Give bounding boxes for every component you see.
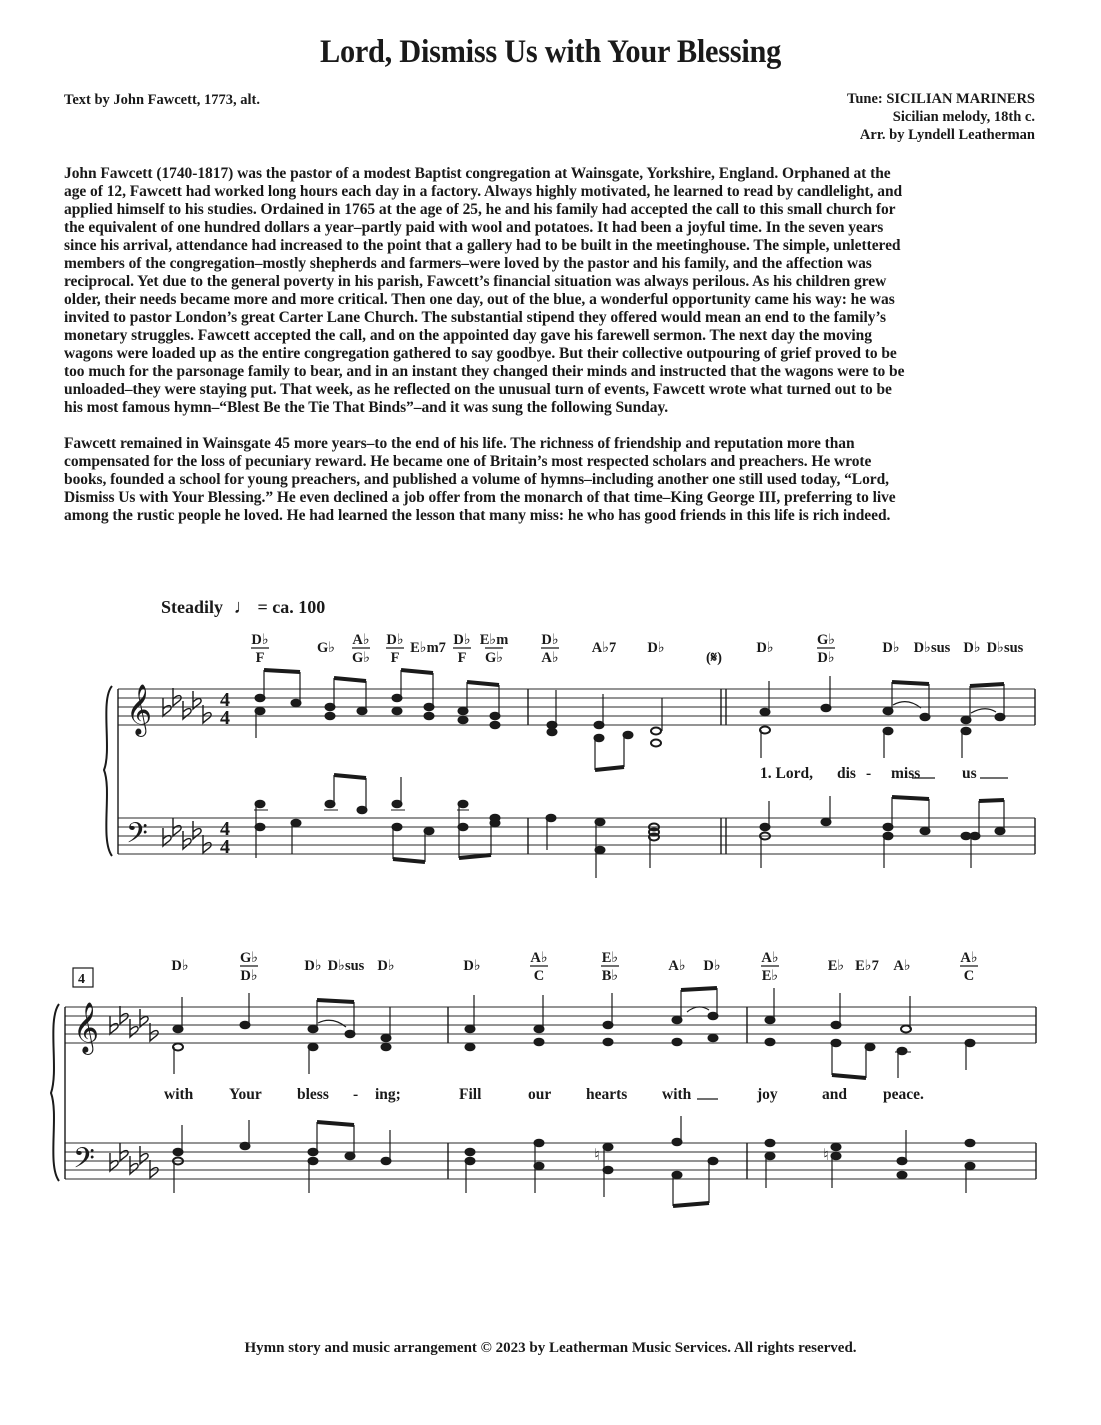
chord-symbol — [377, 958, 394, 974]
chord-symbol — [240, 950, 258, 984]
melody-origin: Sicilian melody, 18th c. — [892, 109, 1035, 125]
svg-text:A♭: A♭ — [352, 632, 370, 648]
svg-text:D♭sus: D♭sus — [913, 640, 951, 656]
svg-text:G♭: G♭ — [484, 650, 504, 666]
lyric-syllable: with — [164, 1086, 194, 1103]
story-line: reciprocal. Yet due to the general poverty in his parish, Fawcett’s financial situation was always perilous. As his children grew — [64, 273, 887, 290]
svg-text:D♭sus: D♭sus — [327, 958, 365, 974]
svg-text:E♭m7: E♭m7 — [410, 640, 446, 656]
hymn-title: Lord, Dismiss Us with Your Blessing — [319, 34, 782, 70]
chord-symbols-system-1 — [251, 632, 1024, 666]
story-line: wagons were loaded up as the entire congregation gathered to say goodbye. But their collective outpouring of grief proved to be — [64, 345, 897, 362]
chord-symbol — [304, 958, 321, 974]
svg-text:G♭: G♭ — [239, 950, 259, 966]
story-line: members of the congregation–mostly shepherds and farmers–were loved by the pastor and his family, and the affection was — [64, 255, 872, 272]
natural-sign-icon: ♮ — [594, 1147, 600, 1164]
svg-text:E♭: E♭ — [761, 968, 779, 984]
chord-symbol — [914, 640, 951, 656]
svg-text:D♭: D♭ — [463, 958, 481, 974]
chord-symbol — [703, 958, 720, 974]
svg-text:D♭: D♭ — [377, 958, 395, 974]
lyric-syllable: Your — [229, 1086, 262, 1103]
lyric-syllable: peace. — [883, 1086, 924, 1103]
story-line: since his arrival, attendance had increased to the point that a gallery had to be built in the meetinghouse. The simple, unlettered — [64, 237, 901, 254]
story-line: books, founded a school for young preachers, and published a volume of hymns–including another one still used today, “Lord, — [64, 471, 890, 488]
svg-text:E♭: E♭ — [601, 950, 619, 966]
tune-name: Tune: SICILIAN MARINERS — [846, 91, 1035, 107]
chord-symbol — [480, 632, 509, 666]
svg-text:D♭: D♭ — [817, 650, 835, 666]
svg-text:D♭: D♭ — [756, 640, 774, 656]
lyric-syllable: miss — [891, 765, 921, 782]
chord-symbol — [530, 950, 548, 984]
tempo-text: Steadily — [161, 597, 224, 617]
chord-symbol — [882, 640, 899, 656]
chord-symbol — [386, 632, 404, 666]
svg-text:D♭: D♭ — [453, 632, 471, 648]
svg-text:F: F — [457, 650, 467, 666]
svg-text:D♭: D♭ — [171, 958, 189, 974]
story-line: Dismiss Us with Your Blessing.” He even declined a job offer from the monarch of that time–King George III, preferring to live — [64, 489, 896, 506]
story-line: age of 12, Fawcett had worked long hours each day in a factory. Always highly motivated, he learned to read by candlelight, and — [64, 183, 903, 200]
svg-text:F: F — [255, 650, 265, 666]
story-line: the equivalent of one hundred dollars a year–partly paid with wool and potatoes. It had been a joyful time. In the seven years — [64, 219, 884, 236]
story-line: invited to pastor London’s great Carter Lane Church. The substantial stipend they offered would mean an end to the family’s — [64, 309, 887, 326]
svg-text:C: C — [963, 968, 975, 984]
bass-clef-icon: 𝄢 — [73, 1142, 95, 1182]
treble-notes-2 — [173, 988, 975, 1078]
svg-text:G♭: G♭ — [816, 632, 836, 648]
tempo-value: = ca. 100 — [257, 597, 326, 617]
svg-text:E♭7: E♭7 — [855, 958, 879, 974]
lyrics-system-2 — [164, 1086, 924, 1103]
lyric-syllable: and — [822, 1086, 847, 1103]
natural-sign-icon: ♮ — [823, 1147, 829, 1164]
treble-staff-2 — [65, 1007, 1036, 1043]
svg-text:4: 4 — [220, 836, 230, 858]
lyric-syllable: joy — [757, 1086, 778, 1103]
segno-icon: (𝄋) — [706, 650, 722, 666]
chord-symbol — [463, 958, 480, 974]
chord-symbol — [251, 632, 269, 666]
svg-text:D♭: D♭ — [963, 640, 981, 656]
svg-text:D♭: D♭ — [647, 640, 665, 656]
story-line: his most famous hymn–“Blest Be the Tie That Binds”–and it was sung the following Sunday. — [64, 399, 669, 416]
treble-clef-icon: 𝄞 — [126, 684, 153, 735]
chord-symbol — [987, 640, 1024, 656]
svg-text:E♭m: E♭m — [479, 632, 509, 648]
story-line: John Fawcett (1740-1817) was the pastor of a modest Baptist congregation at Wainsgate, Yorkshire, England. Orphaned at the — [64, 165, 891, 182]
story-line: compensated for the loss of pecuniary reward. He became one of Britain’s most respected scholars and preachers. He wrote — [64, 453, 872, 470]
chord-symbol — [761, 950, 779, 984]
story-line: applied himself to his studies. Ordained in 1765 at the age of 25, he and his family had accepted the call to this small church for — [64, 201, 896, 218]
svg-text:E♭: E♭ — [827, 958, 845, 974]
chord-symbol — [960, 950, 978, 984]
story-line: monetary struggles. Fawcett accepted the call, and on the appointed day gave his farewell sermon. The next day the moving — [64, 327, 872, 344]
arranger-credit: Arr. by Lyndell Leatherman — [859, 127, 1035, 143]
lyric-syllable: with — [662, 1086, 692, 1103]
svg-text:A♭: A♭ — [530, 950, 548, 966]
svg-text:4: 4 — [220, 818, 230, 840]
chord-symbols-system-2 — [171, 950, 978, 984]
story-line: unloaded–they were staying put. That week, as he reflected on the unusual turn of events, Fawcett wrote what turned out to be — [64, 381, 892, 398]
svg-text:A♭: A♭ — [668, 958, 686, 974]
brace-icon — [51, 1004, 59, 1181]
lyric-syllable: dis — [837, 765, 856, 782]
lyric-syllable: bless — [297, 1086, 329, 1103]
svg-text:D♭: D♭ — [240, 968, 258, 984]
svg-text:B♭: B♭ — [601, 968, 619, 984]
chord-symbol — [541, 632, 559, 666]
time-signature — [220, 689, 230, 858]
svg-text:C: C — [533, 968, 545, 984]
svg-text:4: 4 — [220, 707, 230, 729]
key-signature-treble — [110, 1006, 158, 1041]
copyright-footer: Hymn story and music arrangement © 2023 by Leatherman Music Services. All rights reserved. — [244, 1340, 857, 1356]
svg-text:D♭: D♭ — [882, 640, 900, 656]
svg-text:A♭7: A♭7 — [591, 640, 617, 656]
chord-symbol — [963, 640, 980, 656]
story-line: too much for the parsonage family to bear, and in an instant they changed their minds and instructed that the wagons were to be — [64, 363, 905, 380]
bass-clef-icon: 𝄢 — [126, 817, 148, 857]
treble-clef-icon: 𝄞 — [73, 1002, 100, 1053]
chord-symbol — [453, 632, 471, 666]
lyric-syllable: 1. Lord, — [760, 765, 813, 782]
quarter-note-icon: ♩ — [233, 596, 254, 618]
chord-symbol — [668, 958, 685, 974]
lyric-syllable: ing; — [375, 1086, 401, 1103]
chord-symbol — [855, 958, 879, 974]
lyric-syllable: - — [866, 765, 872, 782]
system-2 — [51, 950, 1036, 1206]
svg-text:D♭: D♭ — [304, 958, 322, 974]
lyric-syllable: us — [962, 765, 977, 782]
svg-text:D♭sus: D♭sus — [986, 640, 1024, 656]
chord-symbol — [756, 640, 773, 656]
svg-text:D♭: D♭ — [703, 958, 721, 974]
lyric-syllable: our — [528, 1086, 552, 1103]
chord-symbol — [817, 632, 835, 666]
brace-icon — [104, 686, 112, 856]
chord-symbol — [828, 958, 845, 974]
story-line: among the rustic people he loved. He had learned the lesson that many miss: he who has good friends in this life is rich indeed. — [64, 507, 891, 524]
story-line: older, their needs became more and more critical. Then one day, out of the blue, a wonderful opportunity came his way: he was — [64, 291, 895, 308]
text-credit: Text by John Fawcett, 1773, alt. — [64, 92, 261, 108]
lyric-syllable: Fill — [459, 1086, 482, 1103]
chord-symbol — [893, 958, 910, 974]
treble-notes-1 — [255, 670, 1005, 770]
lyrics-system-1 — [760, 765, 1008, 782]
svg-text:F: F — [390, 650, 400, 666]
system-1 — [104, 632, 1035, 878]
chord-symbol — [328, 958, 365, 974]
chord-symbol — [601, 950, 619, 984]
chord-symbol — [352, 632, 370, 666]
bass-staff-2 — [65, 1143, 1036, 1179]
lyric-syllable: hearts — [586, 1086, 628, 1103]
chord-symbol — [647, 640, 664, 656]
svg-text:D♭: D♭ — [386, 632, 404, 648]
key-signature-treble — [163, 688, 211, 723]
measure-number: 4 — [78, 972, 85, 987]
svg-text:D♭: D♭ — [251, 632, 269, 648]
svg-text:A♭: A♭ — [893, 958, 911, 974]
svg-text:A♭: A♭ — [761, 950, 779, 966]
svg-text:G♭: G♭ — [316, 640, 336, 656]
chord-symbol — [410, 640, 446, 656]
lyric-syllable: - — [353, 1086, 359, 1103]
chord-symbol — [317, 640, 335, 656]
chord-symbol — [592, 640, 617, 656]
svg-text:G♭: G♭ — [351, 650, 371, 666]
chord-symbol — [171, 958, 188, 974]
story-line: Fawcett remained in Wainsgate 45 more years–to the end of his life. The richness of friendship and reputation more than — [64, 435, 855, 452]
svg-text:D♭: D♭ — [541, 632, 559, 648]
svg-text:A♭: A♭ — [960, 950, 978, 966]
svg-text:4: 4 — [220, 689, 230, 711]
svg-text:A♭: A♭ — [541, 650, 559, 666]
